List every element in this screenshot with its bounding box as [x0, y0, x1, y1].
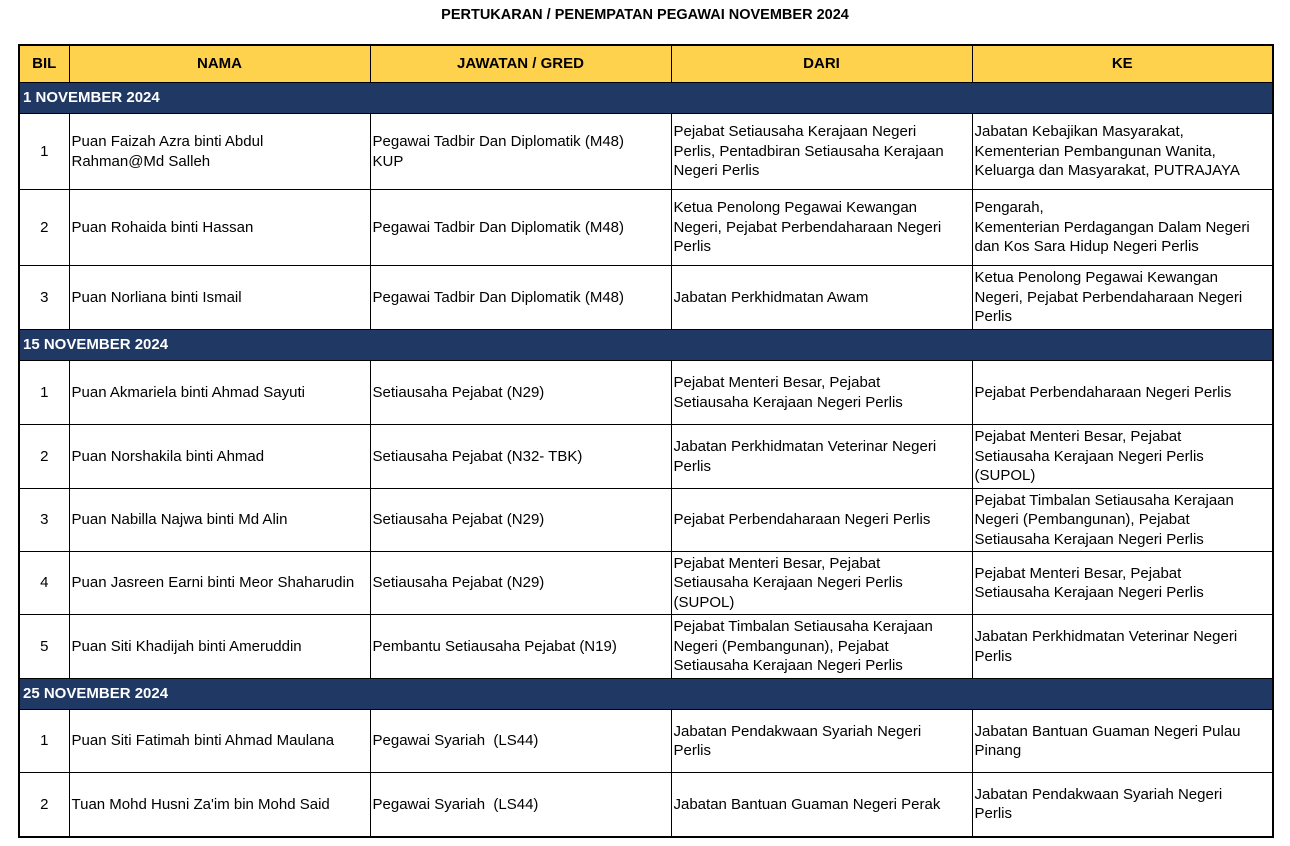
cell-line: Perlis — [974, 805, 1013, 823]
cell-line: Setiausaha Pejabat (N29) — [372, 383, 545, 401]
cell-nama — [69, 114, 370, 190]
cell-dari — [671, 552, 972, 615]
cell-line: Kementerian Perdagangan Dalam Negeri — [974, 218, 1250, 236]
table-body — [19, 83, 1273, 837]
table-row — [19, 773, 1273, 837]
cell-line: Pegawai Tadbir Dan Diplomatik (M48) — [372, 288, 624, 306]
cell-line: Setiausaha Pejabat (N29) — [372, 511, 545, 529]
cell-line: Pejabat Perbendaharaan Negeri Perlis — [974, 383, 1232, 401]
cell-line: Puan Nabilla Najwa binti Md Alin — [71, 511, 288, 529]
cell-line: Pegawai Tadbir Dan Diplomatik (M48) — [372, 218, 624, 236]
cell-line: KUP — [372, 152, 404, 170]
cell-line: Pejabat Menteri Besar, Pejabat — [673, 554, 881, 572]
cell-jawatan — [370, 615, 671, 679]
cell-jawatan — [370, 710, 671, 773]
cell-bil: 4 — [19, 552, 69, 615]
cell-line: Negeri (Pembangunan), Pejabat — [673, 637, 889, 655]
cell-dari — [671, 773, 972, 837]
cell-line: Jabatan Perkhidmatan Awam — [673, 288, 869, 306]
cell-line: Jabatan Pendakwaan Syariah Negeri — [974, 785, 1223, 803]
cell-line: Ketua Penolong Pegawai Kewangan — [673, 199, 918, 217]
cell-line: Kementerian Pembangunan Wanita, — [974, 142, 1216, 160]
header-jawatan: JAWATAN / GRED — [370, 45, 671, 83]
cell-line: Pegawai Syariah (LS44) — [372, 732, 539, 750]
cell-line: Jabatan Pendakwaan Syariah Negeri — [673, 722, 922, 740]
cell-bil: 2 — [19, 773, 69, 837]
cell-dari — [671, 489, 972, 552]
cell-bil: 1 — [19, 361, 69, 425]
cell-line: Puan Faizah Azra binti Abdul — [71, 133, 264, 150]
cell-bil: 3 — [19, 489, 69, 552]
cell-line: Setiausaha Kerajaan Negeri Perlis — [673, 574, 903, 592]
cell-nama — [69, 710, 370, 773]
cell-nama — [69, 425, 370, 489]
section-label: 25 NOVEMBER 2024 — [19, 679, 1273, 710]
table-row — [19, 190, 1273, 266]
table-row — [19, 710, 1273, 773]
cell-nama — [69, 773, 370, 837]
cell-line: Jabatan Perkhidmatan Veterinar Negeri — [673, 438, 937, 455]
cell-line: Pejabat Menteri Besar, Pejabat — [974, 428, 1182, 446]
cell-line: dan Kos Sara Hidup Negeri Perlis — [974, 238, 1199, 256]
section-row — [19, 679, 1273, 710]
cell-line: Ketua Penolong Pegawai Kewangan — [974, 269, 1219, 287]
table-row — [19, 615, 1273, 679]
cell-line: Negeri Perlis — [673, 162, 760, 180]
cell-nama — [69, 615, 370, 679]
cell-jawatan — [370, 361, 671, 425]
cell-jawatan — [370, 266, 671, 330]
cell-ke — [972, 615, 1273, 679]
cell-line: Perlis — [974, 308, 1013, 326]
cell-jawatan — [370, 114, 671, 190]
cell-jawatan — [370, 425, 671, 489]
cell-bil: 1 — [19, 114, 69, 190]
cell-line: Perlis, Pentadbiran Setiausaha Kerajaan — [673, 142, 944, 160]
cell-line: Pengarah, — [974, 199, 1044, 217]
cell-ke — [972, 425, 1273, 489]
cell-line: Pembantu Setiausaha Pejabat (N19) — [372, 637, 617, 655]
cell-line: Jabatan Bantuan Guaman Negeri Perak — [673, 795, 941, 813]
cell-dari — [671, 266, 972, 330]
cell-line: Jabatan Kebajikan Masyarakat, — [974, 123, 1184, 141]
cell-ke — [972, 489, 1273, 552]
cell-dari — [671, 615, 972, 679]
cell-line: Negeri, Pejabat Perbendaharaan Negeri — [974, 288, 1243, 306]
document-title: PERTUKARAN / PENEMPATAN PEGAWAI NOVEMBER 2024 — [441, 7, 849, 23]
cell-line: Setiausaha Pejabat (N29) — [372, 574, 545, 592]
section-row — [19, 330, 1273, 361]
section-row — [19, 83, 1273, 114]
cell-line: Negeri (Pembangunan), Pejabat — [974, 511, 1190, 529]
cell-line: Pejabat Menteri Besar, Pejabat — [974, 564, 1182, 582]
cell-line: Negeri, Pejabat Perbendaharaan Negeri — [673, 218, 942, 236]
cell-line: Pegawai Syariah (LS44) — [372, 795, 539, 813]
section-label: 15 NOVEMBER 2024 — [19, 330, 1273, 361]
cell-line: Pejabat Timbalan Setiausaha Kerajaan — [974, 491, 1234, 509]
cell-dari — [671, 361, 972, 425]
cell-line: Pinang — [974, 742, 1022, 759]
cell-line: Perlis — [673, 238, 712, 256]
table-row — [19, 114, 1273, 190]
cell-line: Perlis — [673, 457, 712, 475]
cell-nama — [69, 190, 370, 266]
cell-jawatan — [370, 190, 671, 266]
cell-line: Setiausaha Kerajaan Negeri Perlis — [673, 393, 903, 411]
cell-dari — [671, 710, 972, 773]
cell-line: Setiausaha Kerajaan Negeri Perlis — [974, 530, 1204, 548]
section-label: 1 NOVEMBER 2024 — [19, 83, 1273, 114]
cell-line: Perlis — [974, 647, 1013, 665]
cell-ke — [972, 114, 1273, 190]
cell-nama — [69, 552, 370, 615]
cell-ke — [972, 361, 1273, 425]
cell-line: Puan Siti Khadijah binti Ameruddin — [71, 637, 302, 655]
cell-dari — [671, 114, 972, 190]
cell-line: Puan Norliana binti Ismail — [71, 288, 242, 306]
cell-dari — [671, 425, 972, 489]
cell-line: Jabatan Perkhidmatan Veterinar Negeri — [974, 628, 1238, 645]
cell-nama — [69, 361, 370, 425]
cell-line: Perlis — [673, 742, 712, 759]
transfer-table — [18, 44, 1274, 838]
cell-line: Puan Norshakila binti Ahmad — [71, 447, 265, 465]
cell-bil: 1 — [19, 710, 69, 773]
cell-line: (SUPOL) — [974, 467, 1036, 485]
cell-ke — [972, 266, 1273, 330]
cell-line: Puan Siti Fatimah binti Ahmad Maulana — [71, 732, 335, 750]
cell-dari — [671, 190, 972, 266]
cell-line: Setiausaha Kerajaan Negeri Perlis — [673, 657, 903, 675]
cell-jawatan — [370, 489, 671, 552]
cell-line: Pegawai Tadbir Dan Diplomatik (M48) — [372, 133, 624, 150]
cell-ke — [972, 552, 1273, 615]
cell-line: Pejabat Perbendaharaan Negeri Perlis — [673, 511, 931, 529]
cell-jawatan — [370, 552, 671, 615]
cell-ke — [972, 710, 1273, 773]
header-dari: DARI — [671, 45, 972, 83]
cell-nama — [69, 266, 370, 330]
cell-line: Puan Jasreen Earni binti Meor Shaharudin — [71, 574, 355, 592]
header-bil: BIL — [19, 45, 69, 83]
cell-line: Pejabat Timbalan Setiausaha Kerajaan — [673, 618, 933, 636]
cell-line: Puan Rohaida binti Hassan — [71, 218, 254, 236]
cell-ke — [972, 190, 1273, 266]
cell-line: Setiausaha Pejabat (N32- TBK) — [372, 447, 583, 465]
table-row — [19, 425, 1273, 489]
cell-bil: 3 — [19, 266, 69, 330]
cell-bil: 2 — [19, 425, 69, 489]
table-row — [19, 489, 1273, 552]
cell-line: Puan Akmariela binti Ahmad Sayuti — [71, 383, 305, 401]
cell-line: Rahman@Md Salleh — [71, 152, 211, 170]
header-nama: NAMA — [69, 45, 370, 83]
cell-bil: 2 — [19, 190, 69, 266]
cell-jawatan — [370, 773, 671, 837]
cell-line: Setiausaha Kerajaan Negeri Perlis — [974, 584, 1204, 601]
cell-nama — [69, 489, 370, 552]
cell-line: Tuan Mohd Husni Za'im bin Mohd Said — [71, 795, 330, 813]
header-ke: KE — [972, 45, 1273, 83]
cell-line: Keluarga dan Masyarakat, PUTRAJAYA — [974, 162, 1240, 180]
table-row — [19, 552, 1273, 615]
cell-line: Pejabat Menteri Besar, Pejabat — [673, 374, 881, 391]
cell-line: Jabatan Bantuan Guaman Negeri Pulau — [974, 722, 1241, 740]
cell-ke — [972, 773, 1273, 837]
cell-line: (SUPOL) — [673, 593, 735, 611]
cell-bil: 5 — [19, 615, 69, 679]
cell-line: Setiausaha Kerajaan Negeri Perlis — [974, 447, 1204, 465]
cell-line: Pejabat Setiausaha Kerajaan Negeri — [673, 123, 917, 141]
table-row — [19, 266, 1273, 330]
header-row — [19, 45, 1273, 83]
table-row — [19, 361, 1273, 425]
